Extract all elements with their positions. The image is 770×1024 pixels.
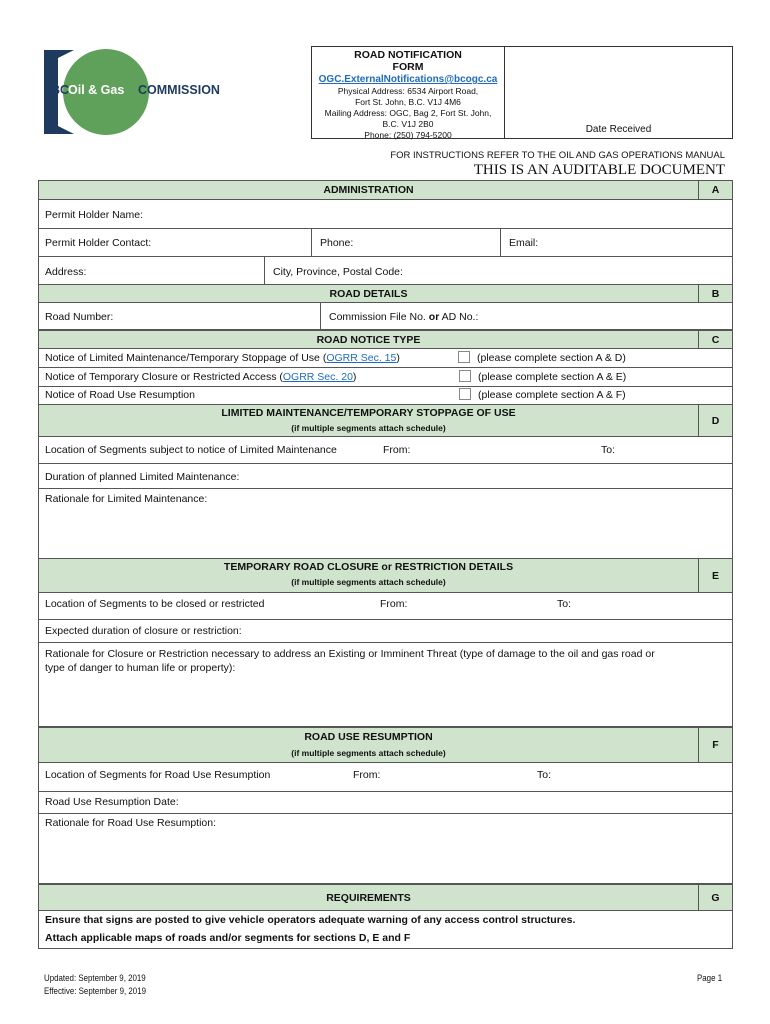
road-number-label: Road Number: [45, 311, 114, 323]
ogrr-sec-20-link[interactable]: OGRR Sec. 20 [282, 371, 353, 383]
road-number-row[interactable] [38, 303, 733, 330]
resumption-date-row[interactable] [38, 792, 733, 814]
notice-option-2-note: (please complete section A & E) [478, 371, 627, 383]
section-d-subtitle: (if multiple segments attach schedule) [291, 423, 446, 433]
closure-duration-row[interactable] [38, 620, 733, 643]
notice-option-1-label: Notice of Limited Maintenance/Temporary Stoppage of Use (OGRR Sec. 15) [45, 352, 400, 364]
footer-updated: Updated: September 9, 2019 [44, 973, 146, 983]
notice-option-1-note: (please complete section A & D) [477, 352, 626, 364]
section-a-letter: A [698, 181, 732, 199]
closure-location-label: Location of Segments to be closed or restricted [45, 598, 265, 610]
section-f-title: ROAD USE RESUMPTION [304, 731, 433, 743]
resumption-location-label: Location of Segments for Road Use Resumption [45, 769, 271, 781]
section-b-header [38, 284, 733, 303]
section-d-letter: D [698, 405, 732, 436]
section-e-letter: E [698, 559, 732, 592]
section-e-subtitle: (if multiple segments attach schedule) [291, 577, 446, 587]
closure-duration-label: Expected duration of closure or restriction: [45, 625, 242, 637]
section-c-letter: C [698, 331, 732, 348]
requirements-row [38, 911, 733, 949]
footer-effective: Effective: September 9, 2019 [44, 986, 146, 996]
closure-from-label: From: [380, 598, 408, 610]
closure-rationale-label-line2: type of danger to human life or property): [45, 662, 236, 674]
resumption-from-label: From: [353, 769, 381, 781]
logo-bc-text: BC [51, 83, 70, 97]
mailing-address-city: B.C. V1J 2B0 [382, 119, 434, 129]
email-link[interactable]: OGC.ExternalNotifications@bcogc.ca [318, 74, 498, 85]
phone-label: Phone: [320, 237, 354, 249]
notice-option-2-checkbox[interactable] [459, 370, 471, 382]
email-label: Email: [509, 237, 539, 249]
permit-holder-contact-row[interactable] [38, 229, 733, 257]
section-e-header [38, 558, 733, 593]
section-d-header [38, 404, 733, 437]
limited-maintenance-duration-label: Duration of planned Limited Maintenance: [45, 471, 240, 483]
section-c-header [38, 330, 733, 349]
notice-option-3-checkbox[interactable] [459, 388, 471, 400]
notice-option-road-use-resumption [38, 387, 733, 405]
limited-maintenance-from-label: From: [383, 444, 411, 456]
instructions-note: FOR INSTRUCTIONS REFER TO THE OIL AND GAS OPERATIONS MANUAL [390, 150, 725, 161]
closure-location-row[interactable] [38, 593, 733, 620]
resumption-location-row[interactable] [38, 763, 733, 792]
footer-page-number: Page 1 [697, 973, 723, 983]
limited-maintenance-location-label: Location of Segments subject to notice of Limited Maintenance [45, 444, 337, 456]
commission-file-label: Commission File No. or AD No.: [329, 311, 479, 323]
form-title-box [311, 46, 505, 139]
section-c-title: ROAD NOTICE TYPE [316, 334, 421, 346]
limited-maintenance-to-label: To: [601, 444, 616, 456]
mailing-address: Mailing Address: OGC, Bag 2, Fort St. John, [324, 108, 492, 118]
limited-maintenance-rationale-row[interactable] [38, 489, 733, 559]
logo-commission-text: COMMISSION [138, 83, 220, 97]
closure-rationale-row[interactable] [38, 643, 733, 727]
section-g-header [38, 884, 733, 911]
physical-address: Physical Address: 6534 Airport Road, [337, 86, 479, 96]
auditable-note: THIS IS AN AUDITABLE DOCUMENT [473, 162, 725, 178]
notice-option-3-label: Notice of Road Use Resumption [45, 389, 195, 401]
ogrr-sec-15-link[interactable]: OGRR Sec. 15 [326, 352, 397, 364]
requirement-maps: Attach applicable maps of roads and/or segments for sections D, E and F [45, 932, 411, 944]
permit-holder-contact-label: Permit Holder Contact: [45, 237, 152, 249]
section-f-subtitle: (if multiple segments attach schedule) [291, 748, 446, 758]
section-g-letter: G [698, 885, 732, 910]
notice-option-limited-maintenance [38, 349, 733, 368]
permit-holder-name-label: Permit Holder Name: [45, 209, 144, 221]
resumption-rationale-row[interactable] [38, 814, 733, 884]
permit-holder-name-row[interactable] [38, 200, 733, 229]
closure-to-label: To: [557, 598, 572, 610]
section-f-letter: F [698, 728, 732, 762]
address-row[interactable] [38, 257, 733, 285]
limited-maintenance-location-row[interactable] [38, 437, 733, 464]
section-d-title: LIMITED MAINTENANCE/TEMPORARY STOPPAGE OF USE [221, 407, 516, 419]
notice-option-3-note: (please complete section A & F) [478, 389, 626, 401]
section-e-title: TEMPORARY ROAD CLOSURE or RESTRICTION DETAILS [223, 561, 514, 573]
notice-option-2-label: Notice of Temporary Closure or Restricted Access (OGRR Sec. 20) [45, 371, 357, 383]
notice-option-1-checkbox[interactable] [458, 351, 470, 363]
requirement-signs: Ensure that signs are posted to give vehicle operators adequate warning of any access control structures. [45, 914, 576, 926]
resumption-rationale-label: Rationale for Road Use Resumption: [45, 817, 217, 829]
section-g-title: REQUIREMENTS [326, 892, 411, 904]
notice-option-temporary-closure [38, 368, 733, 387]
date-received-label: Date Received [585, 124, 652, 135]
limited-maintenance-rationale-label: Rationale for Limited Maintenance: [45, 493, 208, 505]
section-b-letter: B [698, 285, 732, 302]
date-received-box[interactable] [505, 46, 733, 139]
resumption-date-label: Road Use Resumption Date: [45, 796, 179, 808]
section-a-title: ADMINISTRATION [323, 184, 414, 196]
limited-maintenance-duration-row[interactable] [38, 464, 733, 489]
phone-number: Phone: (250) 794-5200 [364, 130, 452, 140]
form-title: ROAD NOTIFICATION [354, 49, 462, 61]
logo-oil-gas-text: Oil & Gas [68, 83, 125, 97]
resumption-to-label: To: [537, 769, 552, 781]
physical-address-city: Fort St. John, B.C. V1J 4M6 [355, 97, 461, 107]
bc-ogc-logo [44, 50, 234, 134]
form-title-line2: FORM [392, 61, 424, 73]
section-a-header [38, 180, 733, 200]
section-b-title: ROAD DETAILS [329, 288, 408, 300]
address-label: Address: [45, 266, 87, 278]
city-province-postal-label: City, Province, Postal Code: [273, 266, 403, 278]
section-f-header [38, 727, 733, 763]
closure-rationale-label-line1: Rationale for Closure or Restriction necessary to address an Existing or Imminent Threat (type of damage to the oil and gas road or [45, 648, 655, 660]
